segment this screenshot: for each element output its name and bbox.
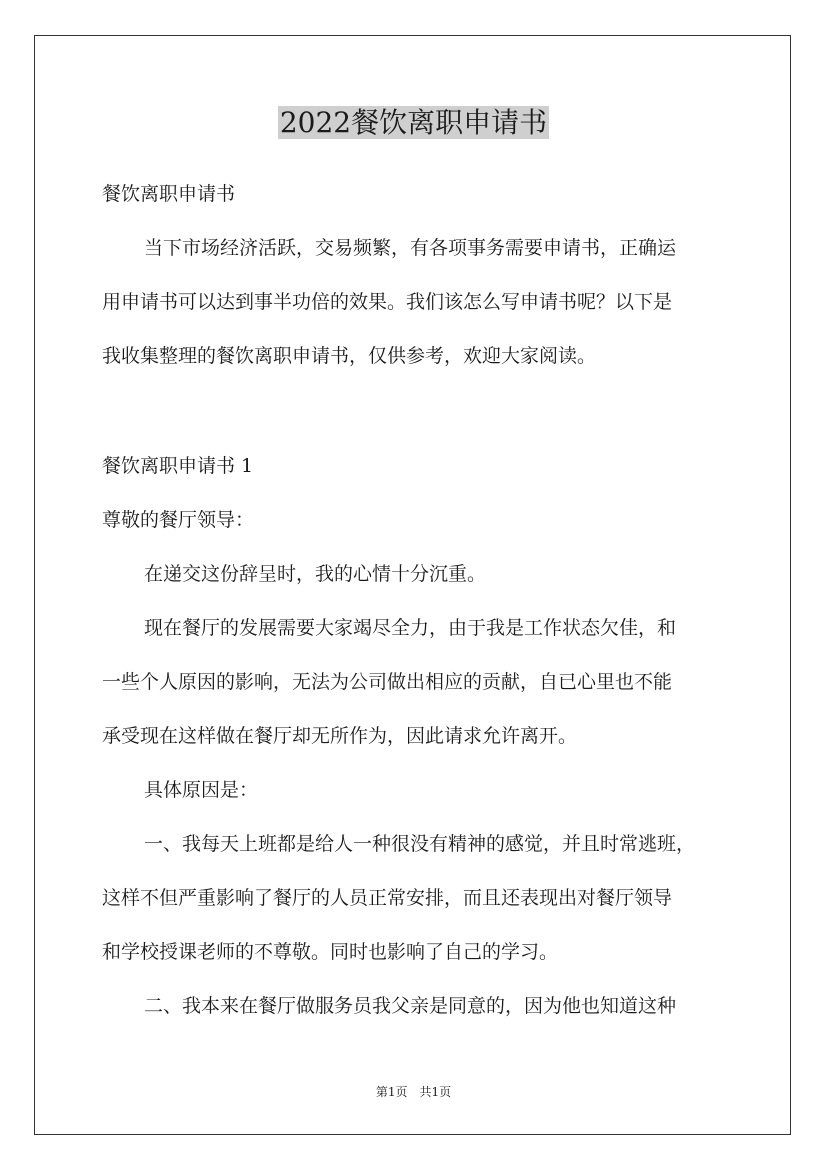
document-subtitle: 餐饮离职申请书: [102, 183, 236, 205]
body-line-2: 现在餐厅的发展需要大家竭尽全力，由于我是工作状态欠佳，和: [144, 617, 677, 639]
body-line-8: 和学校授课老师的不尊敬。同时也影响了自己的学习。: [102, 941, 559, 963]
intro-line-1: 当下市场经济活跃，交易频繁，有各项事务需要申请书，正确运: [144, 237, 677, 259]
intro-line-3: 我收集整理的餐饮离职申请书，仅供参考，欢迎大家阅读。: [102, 345, 597, 367]
body-line-5: 具体原因是：: [144, 779, 259, 801]
body-line-6: 一、我每天上班都是给人一种很没有精神的感觉，并且时常逃班，: [144, 833, 696, 855]
salutation: 尊敬的餐厅领导：: [102, 509, 255, 531]
document-title: [0, 102, 827, 144]
body-line-7: 这样不但严重影响了餐厅的人员正常安排，而且还表现出对餐厅领导: [102, 887, 673, 909]
body-line-4: 承受现在这样做在餐厅却无所作为，因此请求允许离开。: [102, 725, 578, 747]
body-line-1: 在递交这份辞呈时，我的心情十分沉重。: [144, 563, 487, 585]
page-footer: 第1页 共1页: [375, 1085, 452, 1099]
body-line-9: 二、我本来在餐厅做服务员我父亲是同意的，因为他也知道这种: [144, 995, 677, 1017]
body-line-3: 一些个人原因的影响，无法为公司做出相应的贡献，自已心里也不能: [102, 671, 673, 693]
section-title: 餐饮离职申请书 1: [102, 455, 254, 477]
document-title-text: 2022餐饮离职申请书: [279, 106, 548, 139]
intro-line-2: 用申请书可以达到事半功倍的效果。我们该怎么写申请书呢？以下是: [102, 291, 673, 313]
